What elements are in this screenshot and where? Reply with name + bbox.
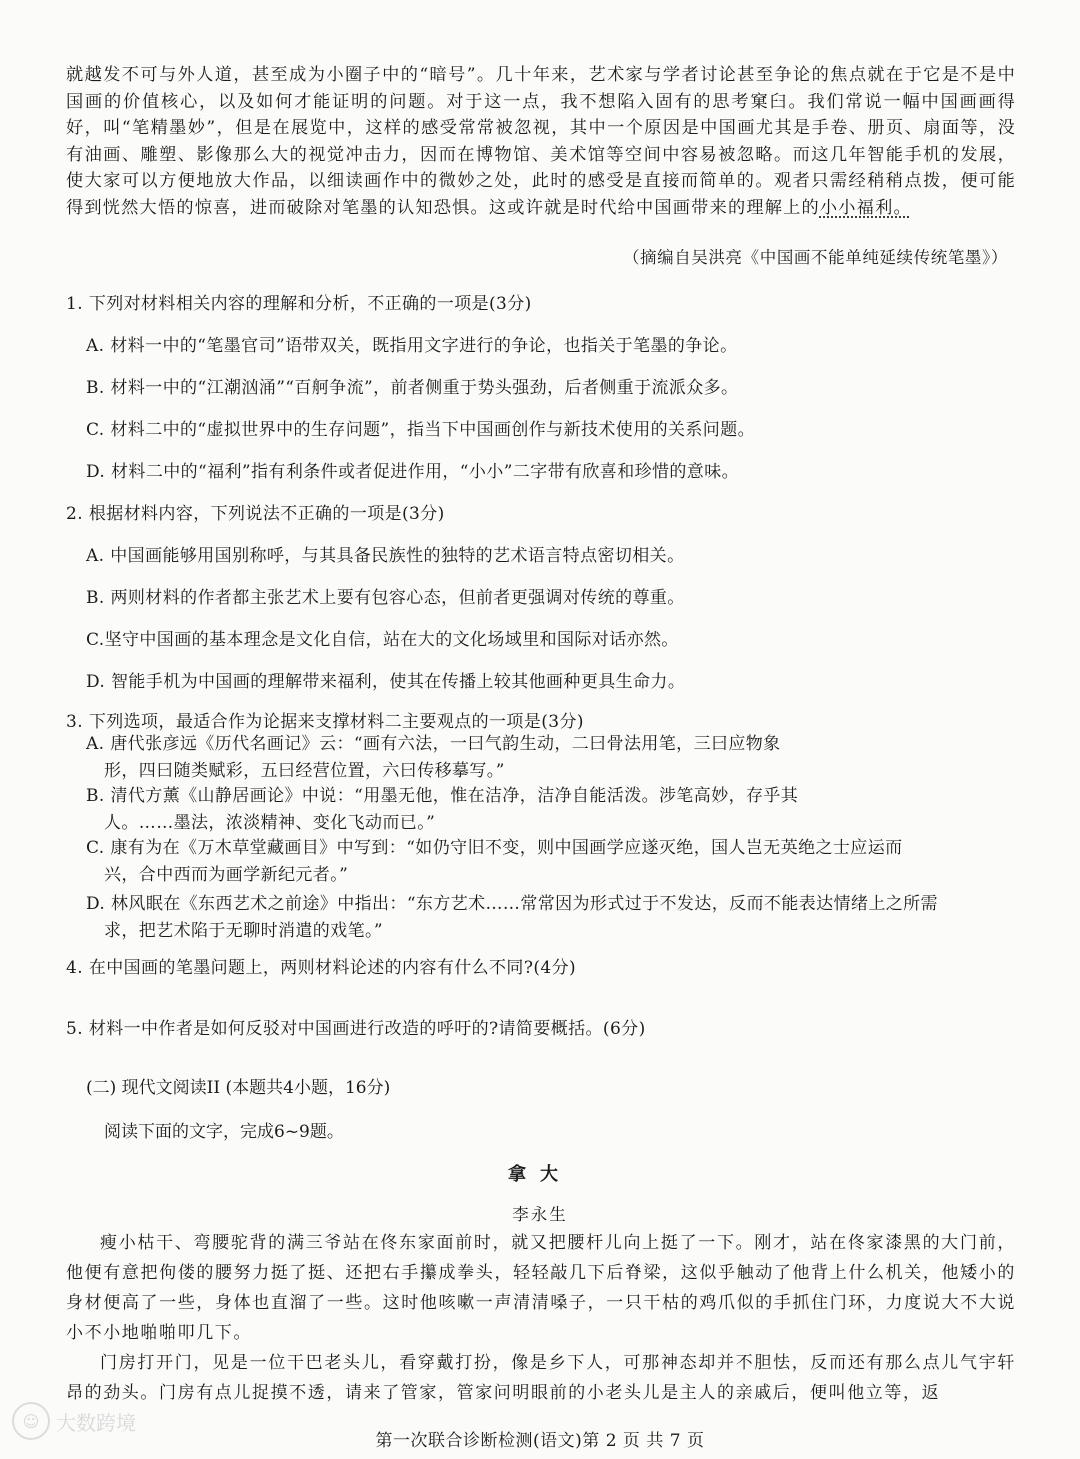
logo-icon: ☺ bbox=[12, 1402, 50, 1440]
option-a-line-2: 形，四曰随类赋彩，五曰经营位置，六曰传移摹写。” bbox=[104, 761, 505, 781]
question-1-stem: 1. 下列对材料相关内容的理解和分析，不正确的一项是(3分) bbox=[66, 294, 532, 314]
option-c-line-2: 兴，合中西而为画学新纪元者。” bbox=[104, 865, 349, 885]
option-d-line-1: D. 林风眠在《东西艺术之前途》中指出：“东方艺术……常常因为形式过于不发达，反而不能表达情绪上之所需 bbox=[86, 894, 938, 914]
question-2-option-b: B. 两则材料的作者都主张艺术上要有包容心态，但前者更强调对传统的尊重。 bbox=[86, 588, 685, 608]
question-1-option-c: C. 材料二中的“虚拟世界中的生存问题”，指当下中国画创作与新技术使用的关系问题。 bbox=[86, 420, 755, 440]
paragraph-end: 小小福利。 bbox=[819, 197, 912, 218]
option-b-line-2: 人。……墨法，浓淡精神、变化飞动而已。” bbox=[104, 813, 436, 833]
section-heading: (二) 现代文阅读II (本题共4小题，16分) bbox=[86, 1078, 391, 1098]
question-2-option-c: C.坚守中国画的基本理念是文化自信，站在大的文化场域里和国际对话亦然。 bbox=[86, 630, 679, 650]
question-3-option-a bbox=[86, 731, 1016, 785]
question-2-stem: 2. 根据材料内容，下列说法不正确的一项是(3分) bbox=[66, 504, 445, 524]
question-5-stem: 5. 材料一中作者是如何反驳对中国画进行改造的呼吁的?请简要概括。(6分) bbox=[66, 1019, 646, 1039]
page-footer: 第一次联合诊断检测(语文)第 2 页 共 7 页 bbox=[375, 1431, 705, 1451]
watermark-text: 大数跨境 bbox=[56, 1410, 136, 1435]
question-2-option-d: D. 智能手机为中国画的理解带来福利，使其在传播上较其他画种更具生命力。 bbox=[86, 672, 686, 692]
option-d-line-2: 求，把艺术陷于无聊时消遣的戏笔。” bbox=[104, 921, 383, 941]
story-author: 李永生 bbox=[512, 1205, 568, 1224]
story-title: 拿大 bbox=[508, 1164, 572, 1185]
option-b-line-1: B. 清代方薰《山静居画论》中说：“用墨无他，惟在洁净，洁净自能活泼。涉笔高妙，存乎其 bbox=[86, 786, 799, 806]
watermark bbox=[12, 1402, 136, 1440]
section-instruction: 阅读下面的文字，完成6~9题。 bbox=[104, 1122, 344, 1142]
option-c-line-1: C. 康有为在《万木草堂藏画目》中写到：“如仍守旧不变，则中国画学应遂灭绝，国人岂无英绝之士应运而 bbox=[86, 838, 903, 858]
option-a-line-1: A. 唐代张彦远《历代名画记》云：“画有六法，一曰气韵生动，二曰骨法用笔，三曰应物象 bbox=[86, 734, 781, 754]
material2-source: （摘编自吴洪亮《中国画不能单纯延续传统笔墨》） bbox=[622, 248, 1008, 267]
question-1-option-b: B. 材料一中的“江潮汹涌”“百舸争流”，前者侧重于势头强劲，后者侧重于流派众多。 bbox=[86, 378, 739, 398]
story-paragraph-1: 瘦小枯干、弯腰驼背的满三爷站在佟东家面前时，就又把腰杆儿向上挺了一下。刚才，站在佟家漆黑的大门前，他便有意把佝偻的腰努力挺了挺、还把右手攥成拳头，轻轻敲几下后脊梁，这似乎触动了他背上什么机关，他矮小的身材便高了一些，身体也直溜了一些。这时他咳嗽一声清清嗓子，一只干枯的鸡爪似的手抓住门环，力度说大不大说小不小地啪啪叩几下。 bbox=[66, 1233, 1016, 1343]
story-paragraph-2: 门房打开门，见是一位干巴老头儿，看穿戴打扮，像是乡下人，可那神态却并不胆怯，反而还有那么点儿气宇轩昂的劲头。门房有点儿捉摸不透，请来了管家，管家问明眼前的小老头儿是主人的亲戚后，便叫他立等，返 bbox=[66, 1353, 1016, 1403]
material2-paragraph: 就越发不可与外人道，甚至成为小圈子中的“暗号”。几十年来，艺术家与学者讨论甚至争论的焦点就在于它是不是中国画的价值核心，以及如何才能证明的问题。对于这一点，我不想陷入固有的思考窠臼。我们常说一幅中国画画得好，叫“笔精墨妙”，但是在展览中，这样的感受常常被忽视，其中一个原因是中国画尤其是手卷、册页、扇面等，没有油画、雕塑、影像那么大的视觉冲击力，因而在博物馆、美术馆等空间中容易被忽略。而这几年智能手机的发展，使大家可以方便地放大作品，以细读画作中的微妙之处，此时的感受是直接而简单的。观者只需经稍稍点拨，便可能得到恍然大悟的惊喜，进而破除对笔墨的认知恐惧。这或许就是时代给中国画带来的理解上的小小福利。 bbox=[66, 65, 1016, 218]
question-1-option-a: A. 材料一中的“笔墨官司”语带双关，既指用文字进行的争论，也指关于笔墨的争论。 bbox=[86, 336, 738, 356]
question-3-stem: 3. 下列选项，最适合作为论据来支撑材料二主要观点的一项是(3分) bbox=[66, 712, 584, 732]
question-3-option-b bbox=[86, 783, 1016, 837]
question-3-option-d bbox=[86, 891, 1016, 945]
question-3-option-c bbox=[86, 835, 1016, 889]
question-4-stem: 4. 在中国画的笔墨问题上，两则材料论述的内容有什么不同?(4分) bbox=[66, 958, 577, 978]
question-1-option-d: D. 材料二中的“福利”指有利条件或者促进作用，“小小”二字带有欣喜和珍惜的意味。 bbox=[86, 462, 739, 482]
question-2-option-a: A. 中国画能够用国别称呼，与其具备民族性的独特的艺术语言特点密切相关。 bbox=[86, 546, 685, 566]
